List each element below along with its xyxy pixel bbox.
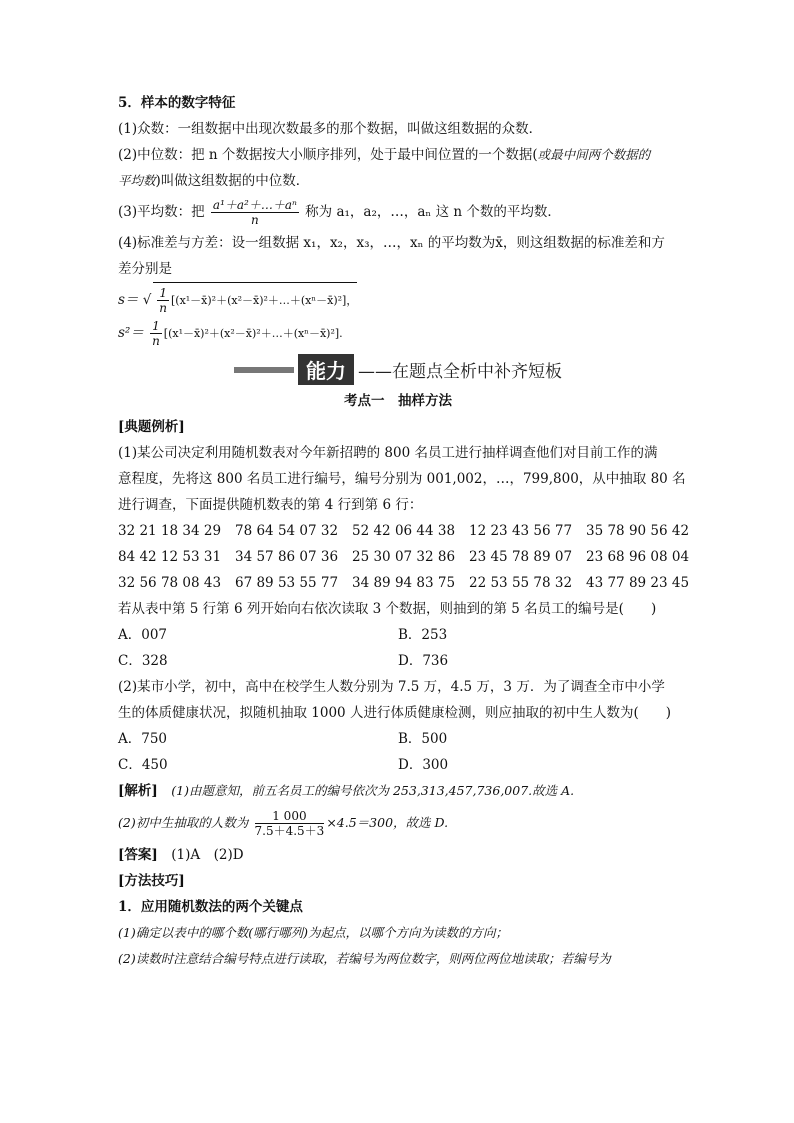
mode-definition: (1)众数：一组数据中出现次数最多的那个数据，叫做这组数据的众数． — [118, 121, 543, 137]
median-definition-line2: 平均数)叫做这组数据的中位数． — [118, 173, 310, 189]
option-c: C．450 — [118, 757, 168, 773]
std-definition-line2: 差分别是 — [118, 261, 172, 277]
method-point1: (1)确定以表中的哪个数(哪行哪列)为起点，以哪个方向为读数的方向； — [118, 925, 508, 940]
random-table-row: 32 56 78 08 43 67 89 53 55 77 34 89 94 83 75 22 53 55 78 32 43 77 89 23 45 — [118, 575, 690, 591]
banner-tag: 能力 — [298, 354, 354, 385]
q2-line1: (2)某市小学，初中，高中在校学生人数分别为 7.5 万，4.5 万，3 万．为了调查全市中小学 — [118, 679, 665, 695]
std-definition-line1: (4)标准差与方差：设一组数据 x₁，x₂，x₃，…，xₙ 的平均数为x̄，则这组数据的标准差和方 — [118, 235, 665, 251]
example-label: [典题例析] — [118, 419, 185, 435]
variance-formula: s²＝ $\frac{1}{n}$ [(x¹－x̄)²＋(x²－x̄)²＋…＋(xⁿ－x̄)²]. — [118, 319, 343, 348]
median-definition-line1: (2)中位数：把 n 个数据按大小顺序排列，处于最中间位置的一个数据(或最中间两个数据的 — [118, 147, 651, 163]
ability-banner — [118, 354, 678, 388]
document-page — [118, 90, 690, 972]
q1-options-row1 — [118, 622, 678, 648]
option-c: C．328 — [118, 653, 168, 669]
answer-line: [答案] (1)A (2)D — [118, 847, 244, 863]
q1-line3: 进行调查，下面提供随机数表的第 4 行到第 6 行： — [118, 497, 423, 513]
section-title: 5．样本的数字特征 — [118, 95, 236, 111]
random-table-row: 84 42 12 53 31 34 57 86 07 36 25 30 07 32 86 23 45 78 89 07 23 68 96 08 04 — [118, 549, 690, 565]
sqrt-sign: √ — [142, 292, 152, 308]
mean-definition: (3)平均数：把 $\frac{\text{a¹＋a²＋…＋aⁿ}}{n}$ 称为 a₁，a₂，…，aₙ 这 n 个数的平均数． — [118, 198, 561, 227]
std-formula: s＝ √ $\frac{1}{n}$ [(x¹－x̄)²＋(x²－x̄)²＋…＋(xⁿ－x̄)²]， — [118, 282, 678, 316]
q1-line1: (1)某公司决定利用随机数表对今年新招聘的 800 名员工进行抽样调查他们对目前工作的满 — [118, 445, 658, 461]
solution-label: [解析] — [118, 783, 158, 799]
random-table-row: 32 21 18 34 29 78 64 54 07 32 52 42 06 44 38 12 23 43 56 77 35 78 90 56 42 — [118, 523, 690, 539]
mean-fraction: $\frac{\text{a¹＋a²＋…＋aⁿ}}{n}$ — [212, 198, 297, 227]
option-b: B．500 — [398, 731, 448, 747]
method-label: [方法技巧] — [118, 873, 185, 889]
solution-line1: [解析] (1)由题意知，前五名员工的编号依次为 253,313,457,736,007.故选 A. — [118, 783, 575, 799]
q2-options-row1 — [118, 726, 678, 752]
q1-line2: 意程度，先将这 800 名员工进行编号，编号分别为 001,002，…，799,800，从中抽取 80 名 — [118, 471, 686, 487]
kaodian-title: 考点一 抽样方法 — [344, 393, 452, 409]
q2-line2: 生的体质健康状况，拟随机抽取 1000 人进行体质健康检测，则应抽取的初中生人数为( ) — [118, 705, 671, 721]
banner-bar — [234, 367, 294, 373]
method-point2: (2)读数时注意结合编号特点进行读取，若编号为两位数字，则两位两位地读取；若编号为 — [118, 951, 611, 966]
solution-fraction: $\frac{1 000}{7.5+4.5+3}$ — [254, 809, 325, 838]
solution-line2: (2)初中生抽取的人数为 $\frac{1 000}{7.5+4.5+3}$ ×4.5＝300，故选 D. — [118, 809, 449, 838]
option-d: D．300 — [398, 757, 449, 773]
option-b: B．253 — [398, 627, 448, 643]
answer-label: [答案] — [118, 847, 158, 863]
method-title: 1．应用随机数法的两个关键点 — [118, 899, 303, 915]
q1-line4: 若从表中第 5 行第 6 列开始向右依次读取 3 个数据，则抽到的第 5 名员工的编号是( ) — [118, 601, 657, 617]
q1-options-row2 — [118, 648, 678, 674]
banner-subtitle: ——在题点全析中补齐短板 — [358, 362, 562, 382]
option-a: A．007 — [118, 627, 168, 643]
q2-options-row2 — [118, 752, 678, 778]
option-d: D．736 — [398, 653, 449, 669]
option-a: A．750 — [118, 731, 168, 747]
